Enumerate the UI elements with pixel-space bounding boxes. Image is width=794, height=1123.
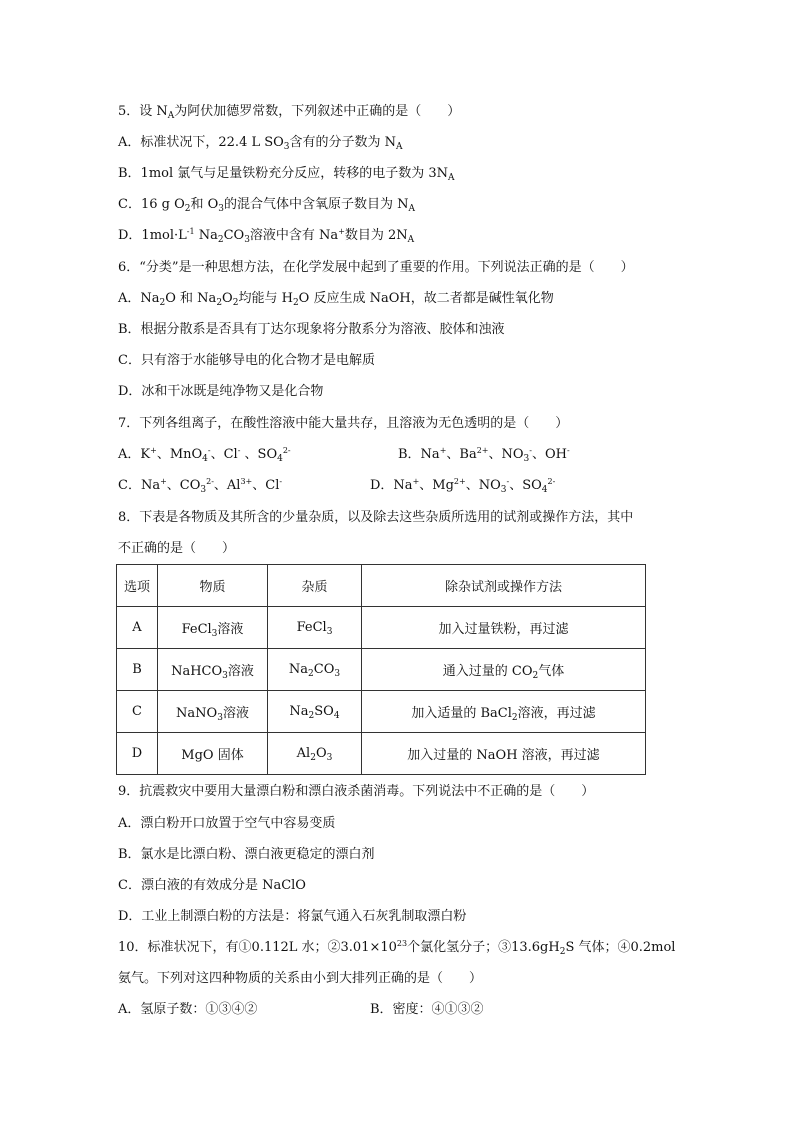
text: NaNO [176,706,218,721]
table-row [117,649,646,691]
superscript: 2+ [453,477,466,486]
superscript: - [279,477,283,486]
subscript: 3 [326,627,333,637]
table-row [117,733,646,775]
q5-option-a [118,134,403,152]
subscript: A [408,204,416,214]
row-impurity [268,733,362,775]
text: 为阿伏加德罗常数，下列叙述中正确的是（ ） [174,104,461,119]
q8-stem-line2: 不正确的是（ ） [118,541,236,556]
header-impurity: 杂质 [268,565,362,607]
q7-option-d [370,477,555,495]
text: 溶液 [227,664,254,679]
text: 个氯化氢分子；③13.6gH [407,940,560,955]
q5-option-d [118,227,414,245]
text: Na [289,704,309,719]
text: MgO 固体 [181,748,244,763]
text: 含有的分子数为 N [289,135,397,150]
q5-option-b [118,165,455,183]
superscript: + [150,446,157,455]
q9-option-b: B．氯水是比漂白粉、漂白液更稳定的漂白剂 [118,847,375,862]
subscript: 3 [218,204,224,214]
row-option: A [117,607,158,649]
text: 、SO [509,478,542,493]
row-substance [158,607,268,649]
text: 、NO [488,447,524,462]
superscript: 2- [547,477,556,486]
text: 数目为 2N [344,228,408,243]
subscript: 2 [292,298,299,308]
text: A．Na [118,291,160,306]
superscript: + [412,477,420,486]
subscript: A [396,142,403,152]
text: O 反应生成 NaOH，故二者都是碱性氧化物 [298,291,554,306]
q9-stem: 9．抗震救灾中要用大量漂白粉和漂白液杀菌消毒。下列说法中不正确的是（ ） [118,784,595,799]
text: 5．设 N [118,104,168,119]
subscript: 3 [222,671,228,681]
text: 溶液中含有 Na [249,228,339,243]
row-method [362,733,646,775]
subscript: 4 [333,711,340,721]
row-option: C [117,691,158,733]
text: 溶液 [222,706,249,721]
superscript: - [207,446,211,455]
text: 、Ba [446,447,477,462]
q6-option-d: D．冰和干冰既是纯净物又是化合物 [118,384,324,399]
subscript: 2 [308,711,315,721]
subscript: 3 [326,753,333,763]
superscript: + [160,477,167,486]
text: C．Na [118,478,161,493]
subscript: 3 [217,713,223,723]
text: 、Mg [419,478,454,493]
superscript: -1 [186,227,195,236]
q6-option-b: B．根据分散系是否具有丁达尔现象将分散系分为溶液、胶体和浊液 [118,322,505,337]
subscript: 4 [277,454,283,464]
subscript: 3 [211,629,218,639]
subscript: 2 [308,669,314,679]
subscript: 3 [334,669,341,679]
table-row [117,691,646,733]
subscript: 2 [184,204,191,214]
text: 、MnO [156,447,203,462]
text: A．K [118,447,151,462]
superscript: 2+ [476,446,489,455]
subscript: 2 [559,947,566,957]
text: O [315,746,327,761]
text: 、SO [240,447,278,462]
text: Na [288,662,309,677]
q6-option-c: C．只有溶于水能够导电的化合物才是电解质 [118,353,375,368]
text: 10．标准状况下，有①0.112L 水；②3.01×10 [118,940,397,955]
subscript: 3 [200,485,207,495]
row-substance [158,691,268,733]
text: SO [314,704,334,719]
q5-option-c [118,196,415,214]
q7-stem: 7．下列各组离子，在酸性溶液中能大量共存，且溶液为无色透明的是（ ） [118,416,569,431]
superscript: 2- [282,446,291,455]
superscript: 23 [396,939,408,948]
superscript: - [237,446,241,455]
q7-option-c [118,477,282,495]
text: NaHCO [171,664,223,679]
superscript: + [338,227,345,236]
q6-stem: 6．“分类”是一种思想方法，在化学发展中起到了重要的作用。下列说法正确的是（ ） [118,260,634,275]
q9-option-d: D．工业上制漂白粉的方法是：将氯气通入石灰乳制取漂白粉 [118,909,467,924]
text: O 和 Na [165,291,217,306]
text: D．1mol·L [118,228,187,243]
subscript: 3 [523,454,530,464]
q10-option-b: B．密度：④①③② [370,1002,484,1017]
text: 均能与 H [238,291,293,306]
text: 和 O [190,197,219,212]
text: CO [223,228,245,243]
row-option: B [117,649,158,691]
text: 气体 [538,664,565,679]
text: 溶液 [217,622,244,637]
row-substance [158,649,268,691]
q5-stem [118,103,460,121]
q9-option-c: C．漂白液的有效成分是 NaClO [118,878,306,893]
q6-option-a [118,290,554,308]
q9-option-a: A．漂白粉开口放置于空气中容易变质 [118,816,336,831]
row-method [362,607,646,649]
text: 、NO [465,478,501,493]
text: A．标准状况下，22.4 L SO [118,135,284,150]
text: 加入过量铁粉，再过滤 [438,622,569,637]
row-impurity [268,691,362,733]
text: C．16 g O [118,197,185,212]
text: B．1mol 氯气与足量铁粉充分反应，转移的电子数为 3N [118,166,449,181]
subscript: A [407,235,415,245]
text: 、Cl [210,447,238,462]
superscript: 2- [206,477,214,486]
text: 的混合气体中含氧原子数目为 N [224,197,409,212]
subscript: 4 [541,485,548,495]
row-impurity [268,607,362,649]
row-impurity [268,649,362,691]
text: B．Na [398,447,440,462]
q10-option-a: A．氢原子数：①③④② [118,1002,258,1017]
text: 加入适量的 BaCl [411,706,512,721]
text: D．Na [370,478,413,493]
superscript: + [439,446,447,455]
superscript: 3+ [240,477,253,486]
row-method [362,691,646,733]
text: FeCl [181,622,212,637]
subscript: A [448,173,455,183]
text: O [222,291,233,306]
text: 、OH [531,447,567,462]
text: CO [313,662,335,677]
subscript: 2 [532,671,539,681]
table-row [117,607,646,649]
q10-stem-line1 [118,939,675,957]
text: 、Cl [252,478,280,493]
text: 通入过量的 CO [442,664,533,679]
subscript: 4 [202,454,208,464]
superscript: - [566,446,570,455]
text: 溶液，再过滤 [517,706,596,721]
q10-stem-line2: 氨气。下列对这四种物质的关系由小到大排列正确的是（ ） [118,971,483,986]
text: FeCl [296,620,327,635]
subscript: 2 [217,235,224,245]
subscript: 3 [244,235,250,245]
text: Al [296,746,311,761]
subscript: 2 [159,298,166,308]
text: 加入过量的 NaOH 溶液，再过滤 [407,748,600,763]
impurity-table [116,564,646,775]
text: 、Al [213,478,241,493]
text: 、CO [166,478,201,493]
subscript: A [167,111,175,121]
q8-stem-line1: 8．下表是各物质及其所含的少量杂质，以及除去这些杂质所选用的试剂或操作方法，其中 [118,510,634,525]
row-method [362,649,646,691]
subscript: 2 [310,753,316,763]
subscript: 2 [216,298,223,308]
header-substance: 物质 [158,565,268,607]
text: Na [194,228,218,243]
text: S 气体；④0.2mol [565,940,676,955]
subscript: 2 [511,713,518,723]
q7-option-a [118,446,291,464]
superscript: - [529,446,532,455]
q7-option-b [398,446,570,464]
subscript: 2 [232,298,239,308]
table-header-row [117,565,646,607]
row-option: D [117,733,158,775]
header-method: 除杂试剂或操作方法 [362,565,646,607]
header-option: 选项 [117,565,158,607]
row-substance [158,733,268,775]
subscript: 3 [283,142,290,152]
superscript: - [506,477,510,486]
subscript: 3 [500,485,507,495]
